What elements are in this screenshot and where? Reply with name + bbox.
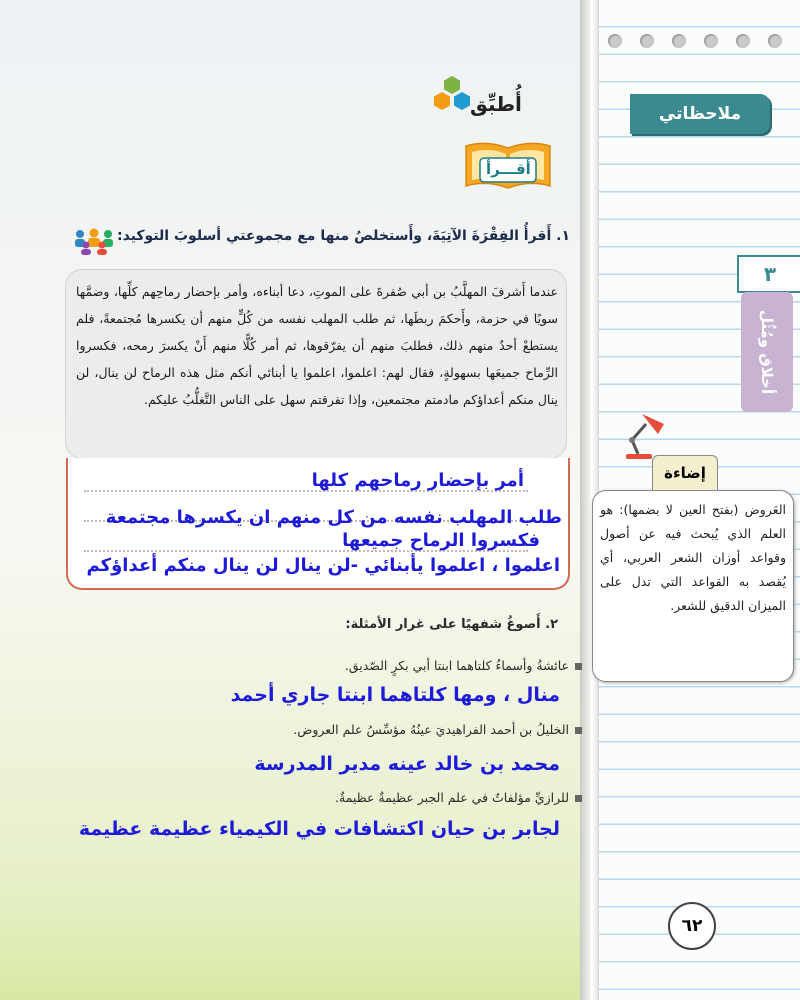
example-bullet-3 bbox=[335, 790, 582, 805]
binder-hole bbox=[672, 34, 686, 48]
binder-hole bbox=[704, 34, 718, 48]
example-text-3: للرازيِّ مؤلفاتٌ في علم الجبر عظيمةٌ عظيمةٌ. bbox=[335, 790, 569, 805]
handwritten-example-answer-2[interactable]: محمد بن خالد عينه مدير المدرسة bbox=[254, 753, 560, 775]
binder-hole bbox=[768, 34, 782, 48]
idaah-text: العَروض (بفتح العين لا بضمها): هو العلم الذي يُبحث فيه عن أصول وقواعد أوزان الشعر العربي، أي يُقصد به القواعد التي تدل على الميزان الدقيق للشعر. bbox=[600, 502, 786, 613]
notes-title-tab: ملاحظاتي bbox=[630, 94, 770, 134]
unit-title: أخلاق ومُثُل bbox=[758, 309, 776, 395]
bullet-square bbox=[575, 795, 582, 802]
example-text-1: عائشةُ وأسماءُ كلتاهما ابنتا أبي بكرٍ الصّديق. bbox=[344, 658, 569, 673]
desk-lamp-icon bbox=[612, 410, 672, 460]
handwritten-example-answer-3[interactable]: لجابر بن حيان اكتشافات في الكيمياء عظيمة عظيمة bbox=[78, 818, 560, 840]
binder-hole bbox=[608, 34, 622, 48]
example-text-2: الخليلُ بن أحمد الفراهيديَ عينُهُ مؤسِّسُ علم العروض. bbox=[293, 722, 569, 737]
binder-holes bbox=[608, 34, 782, 48]
handwritten-answer-4[interactable]: اعلموا ، اعلموا يأبنائي -لن ينال لن ينال منكم أعداؤكم bbox=[86, 555, 560, 576]
bullet-square bbox=[575, 727, 582, 734]
binder-hole bbox=[640, 34, 654, 48]
handwritten-example-answer-1[interactable]: منال ، ومها كلتاهما ابنتا جاري أحمد bbox=[230, 684, 560, 706]
handwritten-answer-1[interactable]: أمر بإحضار رماحهم كلها bbox=[311, 470, 524, 491]
example-bullet-2 bbox=[293, 722, 582, 737]
handwritten-answer-3[interactable]: فكسروا الرماح جميعها bbox=[342, 530, 540, 551]
unit-number: ٣ bbox=[737, 255, 800, 293]
idaah-label: إضاءة bbox=[652, 455, 718, 490]
binder-hole bbox=[736, 34, 750, 48]
question-1: ١. أَقرأُ الفِقْرَةَ الآتِيَةَ، وأَستخلصُ منها مع مجموعتي أسلوبَ التوكيد: bbox=[117, 228, 570, 244]
unit-title-tab bbox=[741, 292, 793, 412]
group-work-icon bbox=[73, 228, 115, 256]
handwritten-answer-2[interactable]: طلب المهلب نفسه من كل منهم ان يكسرها مجتمعة bbox=[105, 507, 562, 528]
bullet-square bbox=[575, 663, 582, 670]
section-title-atabbaq: أُطبِّق bbox=[470, 92, 522, 116]
example-bullet-1 bbox=[345, 658, 582, 673]
question-2: ٢. أَصوغُ شفهيًا على غرار الأمثلة: bbox=[345, 617, 558, 632]
page-number: ٦٢ bbox=[668, 902, 716, 950]
hexagons-icon bbox=[432, 75, 472, 115]
aqra-label: أقـــرأ bbox=[486, 160, 531, 178]
passage-text: عندما أَشرفَ المهلَّبُ بن أبي صُفرةَ على الموتِ، دعا أبناءه، وأمر بإحضار رماحِهم كلِّها، وضمَّها سويًا في حزمة، وأَحكمَ ربطَها، ثم طلب المهلب نفسه من كُلٍّ منهم أن يكسرها مُجتمعةً، فلم يستطعْ أحدٌ منهم ذلك، فطلبَ منهم أن يفرّقوها، ثم أمر كُلًّا منهم أَنْ يكسرَ رمحه، فكسروا الرِّماح جميعَها بسهولةٍ، فقال لهم: اعلموا، اعلموا يا أبنائي أنكم مثل هذه الرماح لن ينال، لن ينال منكم أعداؤكم مادمتم مجتمعين، وإذا تفرقتم سهل على الناس التَّغلُّبُ عليكم. bbox=[76, 284, 558, 407]
